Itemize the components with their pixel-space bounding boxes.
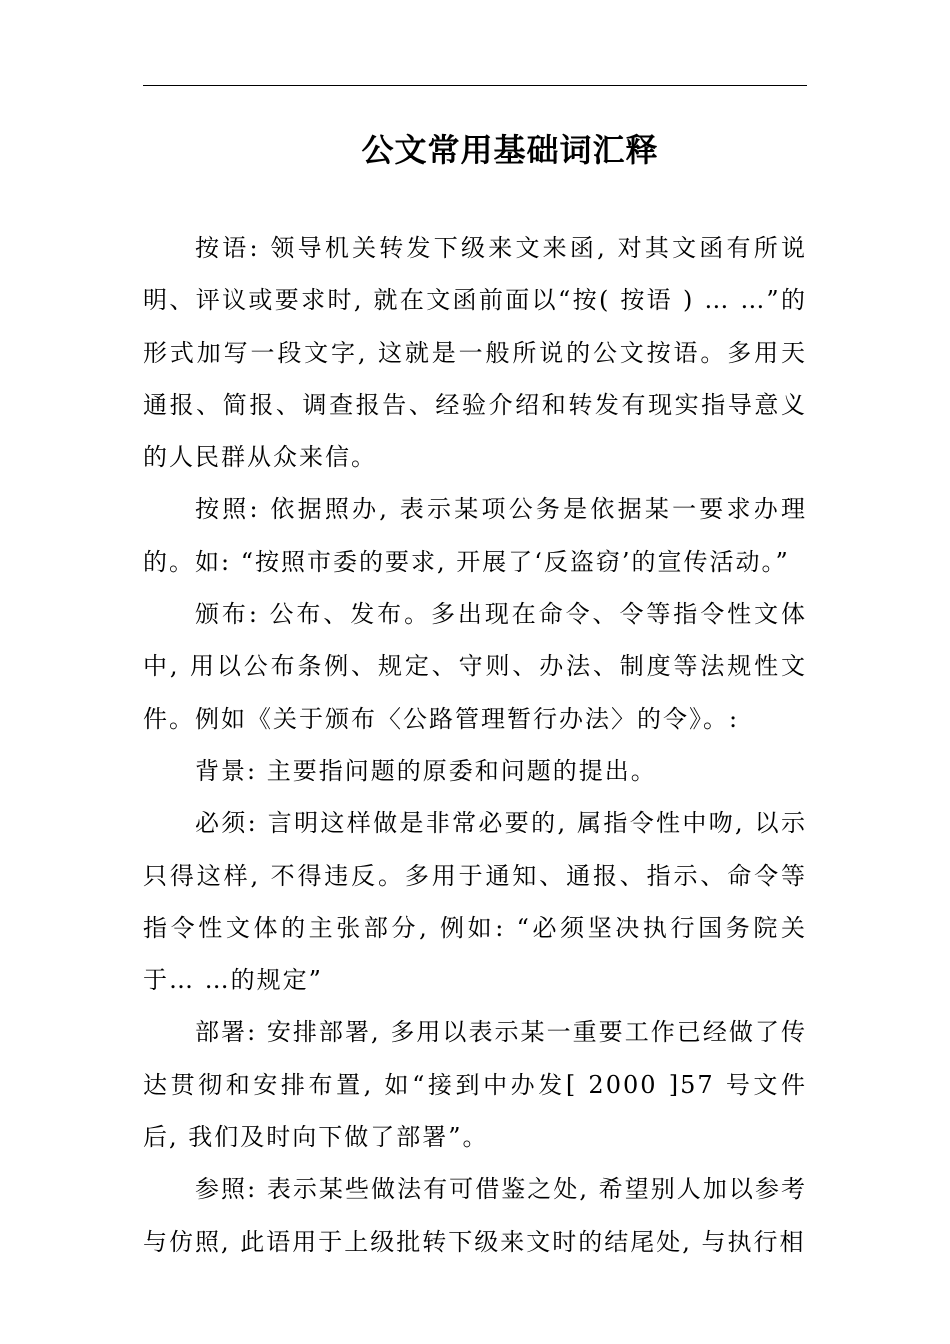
paragraph-banbu: 颁布: 公布、发布。多出现在命令、令等指令性文体中, 用以公布条例、规定、守则、办法、制度等法规性文件。例如《关于颁布〈公路管理暂行办法〉的令》。: <box>143 600 807 733</box>
paragraph-anyu: 按语: 领导机关转发下级来文来函, 对其文函有所说明、评议或要求时, 就在文函前面以“按( 按语 ) … …”的形式加写一段文字, 这就是一般所说的公文按语。多用天通报、简报、调查报告、经验介绍和转发有现实指导意义的人民群从众来信。 <box>143 234 807 472</box>
paragraph-anzhao: 按照: 依据照办, 表示某项公务是依据某一要求办理的。如: “按照市委的要求, 开展了‘反盗窃’的宣传活动。” <box>143 495 807 576</box>
paragraph-canzhao: 参照: 表示某些做法有可借鉴之处, 希望别人加以参考与仿照, 此语用于上级批转下级来文时的结尾处, 与执行相 <box>143 1175 807 1256</box>
paragraph-bushu: 部署: 安排部署, 多用以表示某一重要工作已经做了传达贯彻和安排布置, 如“接到中办发[ 2000 ]57 号文件后, 我们及时向下做了部署”。 <box>143 1018 807 1152</box>
header-rule <box>143 85 807 86</box>
document-body <box>143 222 807 1268</box>
paragraph-bixu: 必须: 言明这样做是非常必要的, 属指令性中吻, 以示只得这样, 不得违反。多用于通知、通报、指示、命令等指令性文体的主张部分, 例如: “必须坚决执行国务院关于… …的规定” <box>143 809 807 995</box>
paragraph-beijing: 背景: 主要指问题的原委和问题的提出。 <box>195 756 657 785</box>
document-title: 公文常用基础词汇释 <box>361 131 659 169</box>
